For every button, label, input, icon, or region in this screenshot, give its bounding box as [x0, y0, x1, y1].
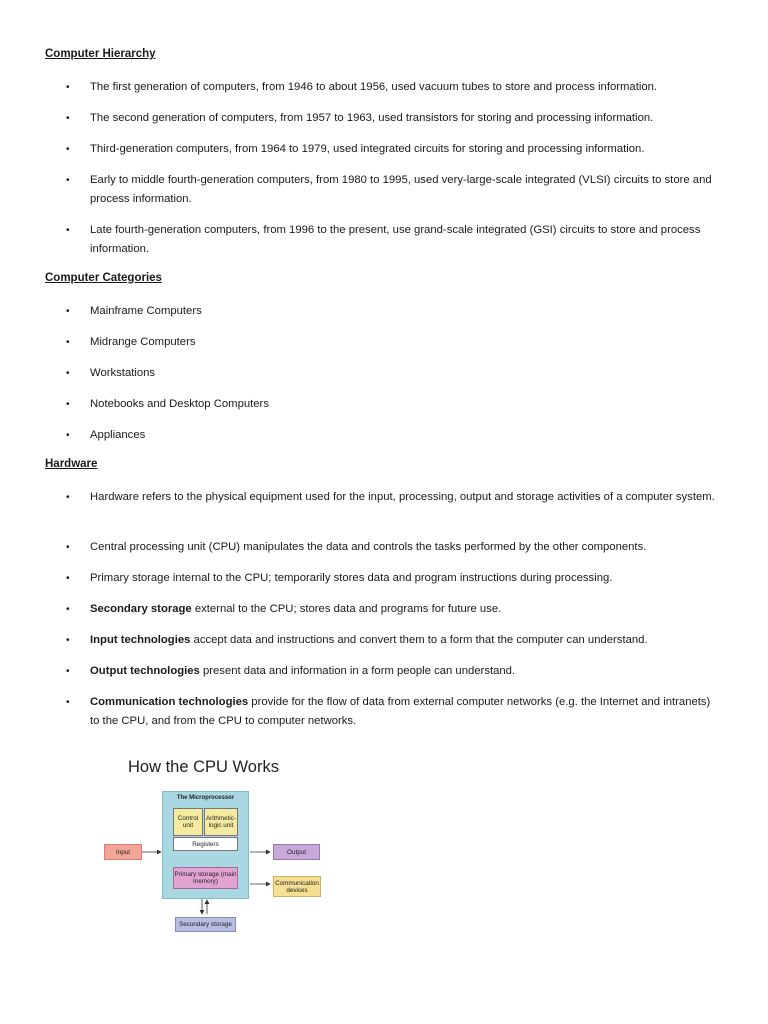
bullet: •	[66, 492, 70, 503]
list-item-text: Third-generation computers, from 1964 to 1979, used integrated circuits for storing and processing information.	[90, 143, 645, 155]
alu-box: Arithmetic-logic unit	[204, 808, 238, 836]
list-item-description: accept data and instructions and convert them to a form that the computer can understand.	[190, 634, 648, 646]
bullet: •	[66, 573, 70, 584]
list-item-term: Secondary storage	[90, 603, 192, 615]
list-item-description: Hardware refers to the physical equipment used for the input, processing, output and storage activities of a computer system.	[90, 491, 715, 503]
secondary-storage-box: Secondary storage	[175, 917, 236, 932]
primary-storage-box: Primary storage (main memory)	[173, 867, 238, 889]
bullet: •	[66, 175, 70, 186]
list-item-text	[90, 693, 722, 731]
list-item-text	[90, 538, 722, 557]
list-item-text: Appliances	[90, 429, 146, 441]
diagram-title: How the CPU Works	[128, 758, 279, 776]
bullet: •	[66, 306, 70, 317]
list-item-text	[90, 631, 722, 650]
bullet: •	[66, 113, 70, 124]
list-item-description: Central processing unit (CPU) manipulates the data and controls the tasks performed by the other components.	[90, 541, 647, 553]
bullet: •	[66, 604, 70, 615]
input-box: Input	[104, 844, 142, 860]
communication-devices-box: Communication devices	[273, 876, 321, 897]
cpu-diagram	[100, 786, 330, 936]
list-item-text: Mainframe Computers	[90, 305, 202, 317]
list-item-text	[90, 488, 722, 507]
bullet: •	[66, 368, 70, 379]
list-item-description: Primary storage internal to the CPU; temporarily stores data and program instructions during processing.	[90, 572, 613, 584]
bullet: •	[66, 337, 70, 348]
bullet: •	[66, 697, 70, 708]
list-item-text	[90, 662, 722, 681]
list-item-text: Midrange Computers	[90, 336, 196, 348]
list-item-description: present data and information in a form people can understand.	[199, 665, 516, 677]
heading-computer-categories: Computer Categories	[45, 272, 162, 284]
bullet: •	[66, 144, 70, 155]
heading-hardware: Hardware	[45, 458, 98, 470]
list-item-term: Output technologies	[90, 665, 200, 677]
list-item-text: Notebooks and Desktop Computers	[90, 398, 269, 410]
list-item-term: Input technologies	[90, 634, 191, 646]
registers-box: Registers	[173, 837, 238, 851]
bullet: •	[66, 82, 70, 93]
control-unit-box: Control unit	[173, 808, 203, 836]
list-item-text: Late fourth-generation computers, from 1996 to the present, use grand-scale integrated (GSI) circuits to store and process information.	[90, 224, 701, 255]
list-item-description: external to the CPU; stores data and programs for future use.	[191, 603, 502, 615]
list-item-text: Workstations	[90, 367, 156, 379]
bullet: •	[66, 430, 70, 441]
bullet: •	[66, 399, 70, 410]
bullet: •	[66, 542, 70, 553]
heading-computer-hierarchy: Computer Hierarchy	[45, 48, 156, 60]
list-item-description: provide for the flow of data from external computer networks (e.g. the Internet and intranets) to the CPU, and from the CPU to computer networks.	[90, 696, 711, 727]
list-item-term: Communication technologies	[90, 696, 249, 708]
bullet: •	[66, 635, 70, 646]
list-item-text: The second generation of computers, from 1957 to 1963, used transistors for storing and processing information.	[90, 112, 654, 124]
bullet: •	[66, 225, 70, 236]
list-item-text	[90, 600, 722, 619]
list-item-text: Early to middle fourth-generation computers, from 1980 to 1995, used very-large-scale integrated (VLSI) circuits to store and process information.	[90, 174, 712, 205]
microprocessor-label: The Microprocessor	[176, 795, 235, 801]
output-box: Output	[273, 844, 320, 860]
list-item-text	[90, 569, 722, 588]
bullet: •	[66, 666, 70, 677]
list-item-text: The first generation of computers, from 1946 to about 1956, used vacuum tubes to store and process information.	[90, 81, 658, 93]
